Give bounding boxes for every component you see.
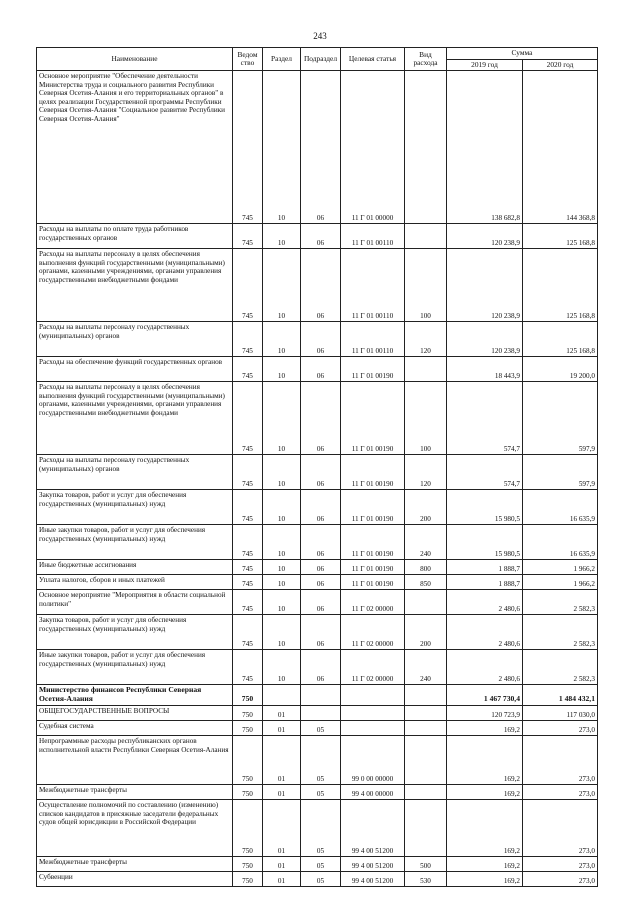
row-expense-type: 850 bbox=[405, 575, 447, 590]
row-name: Субвенции bbox=[37, 872, 233, 887]
row-expense-type bbox=[405, 706, 447, 721]
table-row bbox=[37, 785, 598, 800]
row-name: Межбюджетные трансферты bbox=[37, 857, 233, 872]
row-ved: 750 bbox=[233, 706, 263, 721]
row-target-article bbox=[341, 685, 405, 706]
row-razdel: 01 bbox=[263, 857, 301, 872]
row-ved: 745 bbox=[233, 382, 263, 455]
row-name: Министерство финансов Республики Северная Осетия-Алания bbox=[37, 685, 233, 706]
row-sum-2019: 120 238,9 bbox=[447, 224, 523, 249]
row-razdel: 01 bbox=[263, 706, 301, 721]
row-podrazdel: 06 bbox=[301, 650, 341, 685]
row-podrazdel: 05 bbox=[301, 736, 341, 785]
row-sum-2019: 169,2 bbox=[447, 736, 523, 785]
row-podrazdel: 06 bbox=[301, 575, 341, 590]
row-razdel: 10 bbox=[263, 615, 301, 650]
row-sum-2019: 169,2 bbox=[447, 872, 523, 887]
row-sum-2019: 1 888,7 bbox=[447, 560, 523, 575]
table-row bbox=[37, 590, 598, 615]
row-ved: 750 bbox=[233, 785, 263, 800]
row-podrazdel: 06 bbox=[301, 490, 341, 525]
table-row bbox=[37, 736, 598, 785]
row-razdel: 10 bbox=[263, 490, 301, 525]
row-sum-2020: 273,0 bbox=[523, 872, 598, 887]
row-target-article: 11 Г 01 00190 bbox=[341, 382, 405, 455]
row-sum-2020: 2 582,3 bbox=[523, 650, 598, 685]
table-row bbox=[37, 706, 598, 721]
row-razdel: 10 bbox=[263, 650, 301, 685]
row-sum-2020: 125 168,8 bbox=[523, 224, 598, 249]
row-sum-2019: 169,2 bbox=[447, 721, 523, 736]
row-name: Основное мероприятие "Мероприятия в области социальной политики" bbox=[37, 590, 233, 615]
row-sum-2020: 273,0 bbox=[523, 736, 598, 785]
row-sum-2019: 169,2 bbox=[447, 857, 523, 872]
row-expense-type: 100 bbox=[405, 249, 447, 322]
row-razdel: 10 bbox=[263, 525, 301, 560]
table-row bbox=[37, 560, 598, 575]
row-expense-type bbox=[405, 736, 447, 785]
row-sum-2020: 16 635,9 bbox=[523, 490, 598, 525]
row-target-article: 11 Г 02 00000 bbox=[341, 590, 405, 615]
header-2019: 2019 год bbox=[447, 59, 523, 71]
row-sum-2020: 597,9 bbox=[523, 455, 598, 490]
row-ved: 745 bbox=[233, 455, 263, 490]
row-sum-2020: 1 484 432,1 bbox=[523, 685, 598, 706]
row-ved: 745 bbox=[233, 525, 263, 560]
row-podrazdel bbox=[301, 706, 341, 721]
row-sum-2019: 169,2 bbox=[447, 800, 523, 857]
row-ved: 750 bbox=[233, 872, 263, 887]
row-sum-2019: 1 888,7 bbox=[447, 575, 523, 590]
row-name: Закупка товаров, работ и услуг для обеспечения государственных (муниципальных) нужд bbox=[37, 615, 233, 650]
row-ved: 750 bbox=[233, 800, 263, 857]
row-ved: 745 bbox=[233, 575, 263, 590]
row-target-article: 99 0 00 00000 bbox=[341, 736, 405, 785]
row-podrazdel: 06 bbox=[301, 455, 341, 490]
row-target-article: 11 Г 01 00190 bbox=[341, 357, 405, 382]
row-expense-type: 120 bbox=[405, 322, 447, 357]
row-expense-type bbox=[405, 357, 447, 382]
row-ved: 750 bbox=[233, 721, 263, 736]
header-2020: 2020 год bbox=[523, 59, 598, 71]
row-expense-type: 200 bbox=[405, 615, 447, 650]
row-expense-type bbox=[405, 685, 447, 706]
table-row bbox=[37, 857, 598, 872]
table-row bbox=[37, 872, 598, 887]
row-podrazdel: 06 bbox=[301, 249, 341, 322]
table-row bbox=[37, 685, 598, 706]
row-sum-2019: 169,2 bbox=[447, 785, 523, 800]
row-ved: 750 bbox=[233, 857, 263, 872]
row-podrazdel: 06 bbox=[301, 590, 341, 615]
page-number: 243 bbox=[313, 31, 327, 41]
budget-table bbox=[36, 47, 598, 887]
row-podrazdel: 06 bbox=[301, 224, 341, 249]
row-name: Иные закупки товаров, работ и услуг для обеспечения государственных (муниципальных) нужд bbox=[37, 525, 233, 560]
row-sum-2019: 2 480,6 bbox=[447, 650, 523, 685]
row-target-article: 11 Г 01 00190 bbox=[341, 525, 405, 560]
row-sum-2020: 1 966,2 bbox=[523, 575, 598, 590]
row-name: Иные закупки товаров, работ и услуг для обеспечения государственных (муниципальных) нужд bbox=[37, 650, 233, 685]
table-row bbox=[37, 490, 598, 525]
row-razdel: 10 bbox=[263, 575, 301, 590]
header-sum: Сумма bbox=[447, 48, 598, 60]
row-podrazdel: 06 bbox=[301, 71, 341, 224]
row-name: Расходы на выплаты по оплате труда работников государственных органов bbox=[37, 224, 233, 249]
row-expense-type: 200 bbox=[405, 490, 447, 525]
row-name: Расходы на выплаты персоналу государственных (муниципальных) органов bbox=[37, 322, 233, 357]
row-razdel: 10 bbox=[263, 560, 301, 575]
row-podrazdel: 05 bbox=[301, 857, 341, 872]
row-sum-2020: 2 582,3 bbox=[523, 615, 598, 650]
row-sum-2019: 2 480,6 bbox=[447, 615, 523, 650]
row-name: Межбюджетные трансферты bbox=[37, 785, 233, 800]
row-sum-2019: 574,7 bbox=[447, 455, 523, 490]
row-sum-2020: 144 368,8 bbox=[523, 71, 598, 224]
row-podrazdel: 05 bbox=[301, 800, 341, 857]
row-razdel: 10 bbox=[263, 455, 301, 490]
row-podrazdel: 06 bbox=[301, 525, 341, 560]
row-razdel: 01 bbox=[263, 872, 301, 887]
row-sum-2020: 597,9 bbox=[523, 382, 598, 455]
row-expense-type bbox=[405, 785, 447, 800]
row-ved: 745 bbox=[233, 322, 263, 357]
row-razdel: 10 bbox=[263, 224, 301, 249]
row-sum-2019: 120 238,9 bbox=[447, 249, 523, 322]
row-sum-2020: 1 966,2 bbox=[523, 560, 598, 575]
row-sum-2019: 1 467 730,4 bbox=[447, 685, 523, 706]
row-name: Судебная система bbox=[37, 721, 233, 736]
row-target-article: 11 Г 01 00110 bbox=[341, 322, 405, 357]
row-sum-2020: 125 168,8 bbox=[523, 249, 598, 322]
row-target-article: 11 Г 01 00110 bbox=[341, 224, 405, 249]
row-target-article: 11 Г 01 00110 bbox=[341, 249, 405, 322]
row-name: Расходы на выплаты персоналу государственных (муниципальных) органов bbox=[37, 455, 233, 490]
row-name: Закупка товаров, работ и услуг для обеспечения государственных (муниципальных) нужд bbox=[37, 490, 233, 525]
row-podrazdel: 05 bbox=[301, 721, 341, 736]
table-body bbox=[37, 71, 598, 887]
row-expense-type: 120 bbox=[405, 455, 447, 490]
header-expense-type: Вид расхода bbox=[405, 48, 447, 71]
row-razdel: 10 bbox=[263, 322, 301, 357]
row-target-article bbox=[341, 706, 405, 721]
header-razdel: Раздел bbox=[263, 48, 301, 71]
row-sum-2020: 273,0 bbox=[523, 800, 598, 857]
row-podrazdel: 06 bbox=[301, 560, 341, 575]
row-podrazdel: 06 bbox=[301, 357, 341, 382]
row-sum-2020: 16 635,9 bbox=[523, 525, 598, 560]
table-row bbox=[37, 224, 598, 249]
table-row bbox=[37, 249, 598, 322]
row-sum-2019: 120 238,9 bbox=[447, 322, 523, 357]
row-ved: 745 bbox=[233, 560, 263, 575]
row-name: Основное мероприятие "Обеспечение деятельности Министерства труда и социального развития Республики Северная Осетия-Алания и его территориальных органов" в целях реализации Государственной программы Республики Северная Осетия-Алания "Социальное развитие Республики Северная Осетия-Алания" bbox=[37, 71, 233, 224]
row-razdel: 10 bbox=[263, 357, 301, 382]
row-sum-2019: 574,7 bbox=[447, 382, 523, 455]
row-target-article: 11 Г 01 00190 bbox=[341, 575, 405, 590]
row-sum-2020: 125 168,8 bbox=[523, 322, 598, 357]
table-row bbox=[37, 525, 598, 560]
row-expense-type bbox=[405, 71, 447, 224]
row-podrazdel: 06 bbox=[301, 615, 341, 650]
row-name: Непрограммные расходы республиканских органов исполнительной власти Республики Северная Осетия-Алания bbox=[37, 736, 233, 785]
row-ved: 745 bbox=[233, 490, 263, 525]
row-podrazdel: 06 bbox=[301, 382, 341, 455]
row-ved: 745 bbox=[233, 357, 263, 382]
row-ved: 745 bbox=[233, 71, 263, 224]
table-row bbox=[37, 800, 598, 857]
row-expense-type bbox=[405, 800, 447, 857]
header-name: Наименование bbox=[37, 48, 233, 71]
header-ved: Ведом ство bbox=[233, 48, 263, 71]
row-target-article: 99 4 00 00000 bbox=[341, 785, 405, 800]
row-ved: 745 bbox=[233, 650, 263, 685]
row-razdel: 01 bbox=[263, 800, 301, 857]
row-razdel: 01 bbox=[263, 721, 301, 736]
row-expense-type: 240 bbox=[405, 525, 447, 560]
row-expense-type: 240 bbox=[405, 650, 447, 685]
row-razdel: 01 bbox=[263, 785, 301, 800]
row-sum-2020: 273,0 bbox=[523, 857, 598, 872]
row-razdel: 10 bbox=[263, 382, 301, 455]
row-podrazdel bbox=[301, 685, 341, 706]
row-target-article: 11 Г 01 00190 bbox=[341, 490, 405, 525]
row-target-article bbox=[341, 721, 405, 736]
row-podrazdel: 05 bbox=[301, 872, 341, 887]
row-name: Уплата налогов, сборов и иных платежей bbox=[37, 575, 233, 590]
header-target-article: Целевая статья bbox=[341, 48, 405, 71]
row-sum-2020: 273,0 bbox=[523, 785, 598, 800]
row-ved: 745 bbox=[233, 590, 263, 615]
row-razdel: 10 bbox=[263, 590, 301, 615]
table-row bbox=[37, 357, 598, 382]
row-name: Расходы на выплаты персоналу в целях обеспечения выполнения функций государственными (муниципальными) органами, казенными учреждениями, органами управления государственными внебюджетными фондами bbox=[37, 382, 233, 455]
row-sum-2019: 138 682,8 bbox=[447, 71, 523, 224]
header-row bbox=[37, 48, 598, 60]
row-expense-type bbox=[405, 721, 447, 736]
row-name: Расходы на обеспечение функций государственных органов bbox=[37, 357, 233, 382]
row-expense-type bbox=[405, 590, 447, 615]
row-ved: 745 bbox=[233, 249, 263, 322]
row-sum-2020: 117 030,0 bbox=[523, 706, 598, 721]
row-ved: 745 bbox=[233, 615, 263, 650]
row-podrazdel: 05 bbox=[301, 785, 341, 800]
row-expense-type: 500 bbox=[405, 857, 447, 872]
row-expense-type: 100 bbox=[405, 382, 447, 455]
row-sum-2019: 120 723,9 bbox=[447, 706, 523, 721]
row-sum-2019: 15 980,5 bbox=[447, 525, 523, 560]
row-ved: 745 bbox=[233, 224, 263, 249]
row-razdel: 01 bbox=[263, 736, 301, 785]
row-razdel bbox=[263, 685, 301, 706]
row-sum-2020: 273,0 bbox=[523, 721, 598, 736]
row-target-article: 11 Г 02 00000 bbox=[341, 615, 405, 650]
header-podrazdel: Подраздел bbox=[301, 48, 341, 71]
row-name: Осуществление полномочий по составлению (изменению) списков кандидатов в присяжные заседатели федеральных судов общей юрисдикции в Российской Федерации bbox=[37, 800, 233, 857]
table-row bbox=[37, 322, 598, 357]
row-sum-2020: 19 200,0 bbox=[523, 357, 598, 382]
row-target-article: 11 Г 01 00190 bbox=[341, 455, 405, 490]
table-row bbox=[37, 455, 598, 490]
row-name: Иные бюджетные ассигнования bbox=[37, 560, 233, 575]
table-row bbox=[37, 615, 598, 650]
row-ved: 750 bbox=[233, 736, 263, 785]
row-name: ОБЩЕГОСУДАРСТВЕННЫЕ ВОПРОСЫ bbox=[37, 706, 233, 721]
row-ved: 750 bbox=[233, 685, 263, 706]
row-target-article: 99 4 00 51200 bbox=[341, 857, 405, 872]
row-target-article: 99 4 00 51200 bbox=[341, 800, 405, 857]
row-sum-2019: 18 443,9 bbox=[447, 357, 523, 382]
row-name: Расходы на выплаты персоналу в целях обеспечения выполнения функций государственными (муниципальными) органами, казенными учреждениями, органами управления государственными внебюджетными фондами bbox=[37, 249, 233, 322]
row-sum-2019: 2 480,6 bbox=[447, 590, 523, 615]
row-sum-2019: 15 980,5 bbox=[447, 490, 523, 525]
row-target-article: 11 Г 01 00000 bbox=[341, 71, 405, 224]
row-target-article: 11 Г 01 00190 bbox=[341, 560, 405, 575]
row-sum-2020: 2 582,3 bbox=[523, 590, 598, 615]
row-expense-type: 800 bbox=[405, 560, 447, 575]
table-row bbox=[37, 721, 598, 736]
row-target-article: 99 4 00 51200 bbox=[341, 872, 405, 887]
table-row bbox=[37, 575, 598, 590]
table-row bbox=[37, 650, 598, 685]
row-podrazdel: 06 bbox=[301, 322, 341, 357]
table-row bbox=[37, 382, 598, 455]
row-expense-type bbox=[405, 224, 447, 249]
row-razdel: 10 bbox=[263, 71, 301, 224]
row-target-article: 11 Г 02 00000 bbox=[341, 650, 405, 685]
table-row bbox=[37, 71, 598, 224]
row-expense-type: 530 bbox=[405, 872, 447, 887]
row-razdel: 10 bbox=[263, 249, 301, 322]
